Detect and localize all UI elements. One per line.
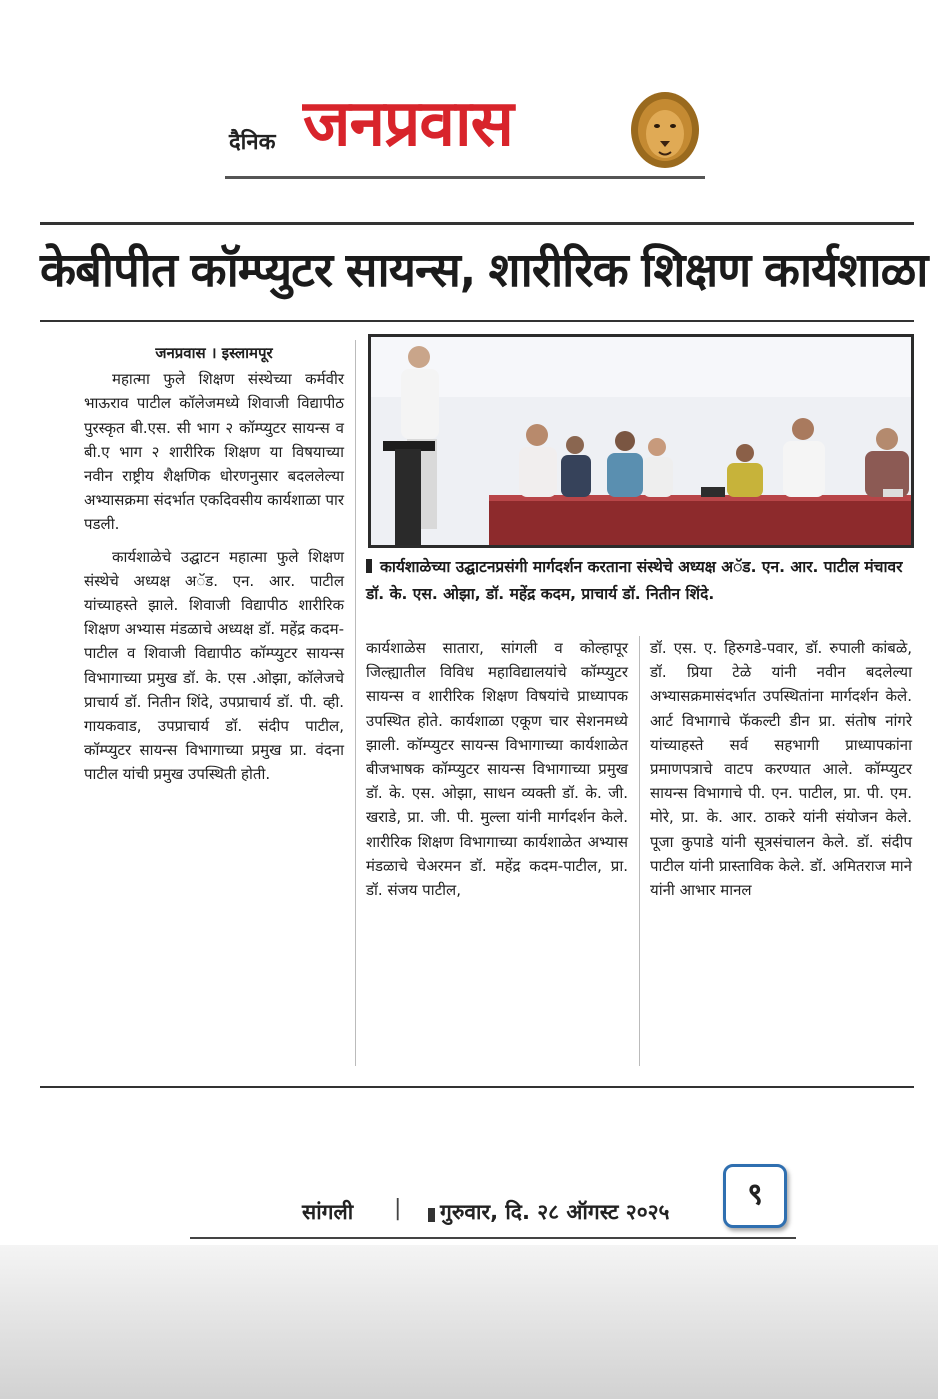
article-column-right [650, 636, 912, 902]
article-bottom-rule [40, 1086, 914, 1088]
article-column-left [84, 341, 344, 787]
caption-marker [366, 559, 372, 573]
masthead-underline [225, 176, 705, 179]
page-background-fade [0, 1245, 938, 1399]
newspaper-title: जनप्रवास [303, 87, 513, 161]
event-photo [368, 334, 914, 548]
footer-rule [190, 1237, 796, 1239]
masthead-prefix: दैनिक [229, 130, 276, 155]
article-headline: केबीपीत कॉम्प्युटर सायन्स, शारीरिक शिक्षण कार्यशाळा [40, 243, 928, 298]
page-number-box [723, 1164, 787, 1228]
article-paragraph: कार्यशाळेस सातारा, सांगली व कोल्हापूर जिल्ह्यातील विविध महाविद्यालयांचे कॉम्प्युटर सायन्स व शारीरिक शिक्षण विषयांचे प्राध्यापक उपस्थित होते. कार्यशाळा एकूण चार सेशनमध्ये झाली. कॉम्प्युटर सायन्स विभागाच्या कार्यशाळेत बीजभाषक कॉम्प्युटर सायन्स विभागाच्या प्रमुख डॉ. के. एस. ओझा, साधन व्यक्ती डॉ. के. जी. खराडे, प्रा. जी. पी. मुल्ला यांनी मार्गदर्शन केले. शारीरिक शिक्षण विभागाच्या कार्यशाळेत अभ्यास मंडळाचे चेअरमन डॉ. महेंद्र कदम-पाटील, प्रा. डॉ. संजय पाटील, [366, 639, 628, 900]
headline-bottom-rule [40, 320, 914, 322]
article-paragraph: डॉ. एस. ए. हिरुगडे-पवार, डॉ. रुपाली कांबळे, डॉ. प्रिया टेळे यांनी नवीन बदलेल्या अभ्यासक्रमासंदर्भात उपस्थितांना मार्गदर्शन केले. आर्ट विभागाचे फॅकल्टी डीन प्रा. संतोष नांगरे यांच्याहस्ते सर्व सहभागी प्राध्यापकांना प्रमाणपत्राचे वाटप करण्यात आले. कॉम्प्युटर सायन्स विभागाचे पी. एन. पाटील, प्रा. पी. एम. मोरे, प्रा. के. आर. ठाकरे यांनी संयोजन केले. पूजा कुपाडे यांनी सूत्रसंचालन केले. डॉ. संदीप पाटील यांनी प्रास्ताविक केले. डॉ. अमितराज माने यांनी आभार मानल [650, 639, 912, 900]
column-divider [639, 636, 640, 1066]
lion-icon [629, 86, 701, 170]
article-paragraph: महात्मा फुले शिक्षण संस्थेच्या कर्मवीर भाऊराव पाटील कॉलेजमध्ये शिवाजी विद्यापीठ पुरस्कृत बी.एस. सी भाग २ कॉम्प्युटर सायन्स व बी.ए भाग २ शारीरिक शिक्षण या विषयाच्या नवीन राष्ट्रीय शैक्षणिक धोरणनुसार बदललेल्या अभ्यासक्रमा संदर्भात एकदिवसीय कार्यशाळा पार पडली. [84, 370, 344, 534]
page-number: ९ [747, 1177, 763, 1212]
headline-top-rule [40, 222, 914, 225]
footer-date: गुरुवार, दि. २८ ऑगस्ट २०२५ [440, 1200, 670, 1224]
footer-bullet [428, 1208, 435, 1222]
article-paragraph: कार्यशाळेचे उद्घाटन महात्मा फुले शिक्षण संस्थेचे अध्यक्ष अॅड. एन. आर. पाटील यांच्याहस्ते झाले. शिवाजी विद्यापीठ शारीरिक शिक्षण अभ्यास मंडळाचे अध्यक्ष डॉ. महेंद्र कदम-पाटील व शिवाजी विद्यापीठ कॉम्प्युटर सायन्स विभागाच्या प्रमुख डॉ. के. एस .ओझा, कॉलेजचे प्राचार्य डॉ. नितीन शिंदे, उपप्राचार्य डॉ. पी. व्ही. गायकवाड, उपप्राचार्य डॉ. संदीप पाटील, कॉम्प्युटर सायन्स विभागाच्या प्रमुख प्रा. वंदना पाटील यांची प्रमुख उपस्थिती होती. [84, 547, 344, 784]
article-column-middle [366, 636, 628, 902]
column-divider [355, 340, 356, 1066]
byline: जनप्रवास । इस्लामपूर [155, 344, 273, 362]
photo-caption [366, 554, 914, 608]
photo-caption-text: कार्यशाळेच्या उद्घाटनप्रसंगी मार्गदर्शन करताना संस्थेचे अध्यक्ष अॅड. एन. आर. पाटील मंचावर डॉ. के. एस. ओझा, डॉ. महेंद्र कदम, प्राचार्य डॉ. नितीन शिंदे. [366, 558, 903, 603]
footer-location: सांगली [302, 1200, 354, 1224]
footer-separator: | [394, 1196, 402, 1221]
masthead [225, 84, 705, 180]
